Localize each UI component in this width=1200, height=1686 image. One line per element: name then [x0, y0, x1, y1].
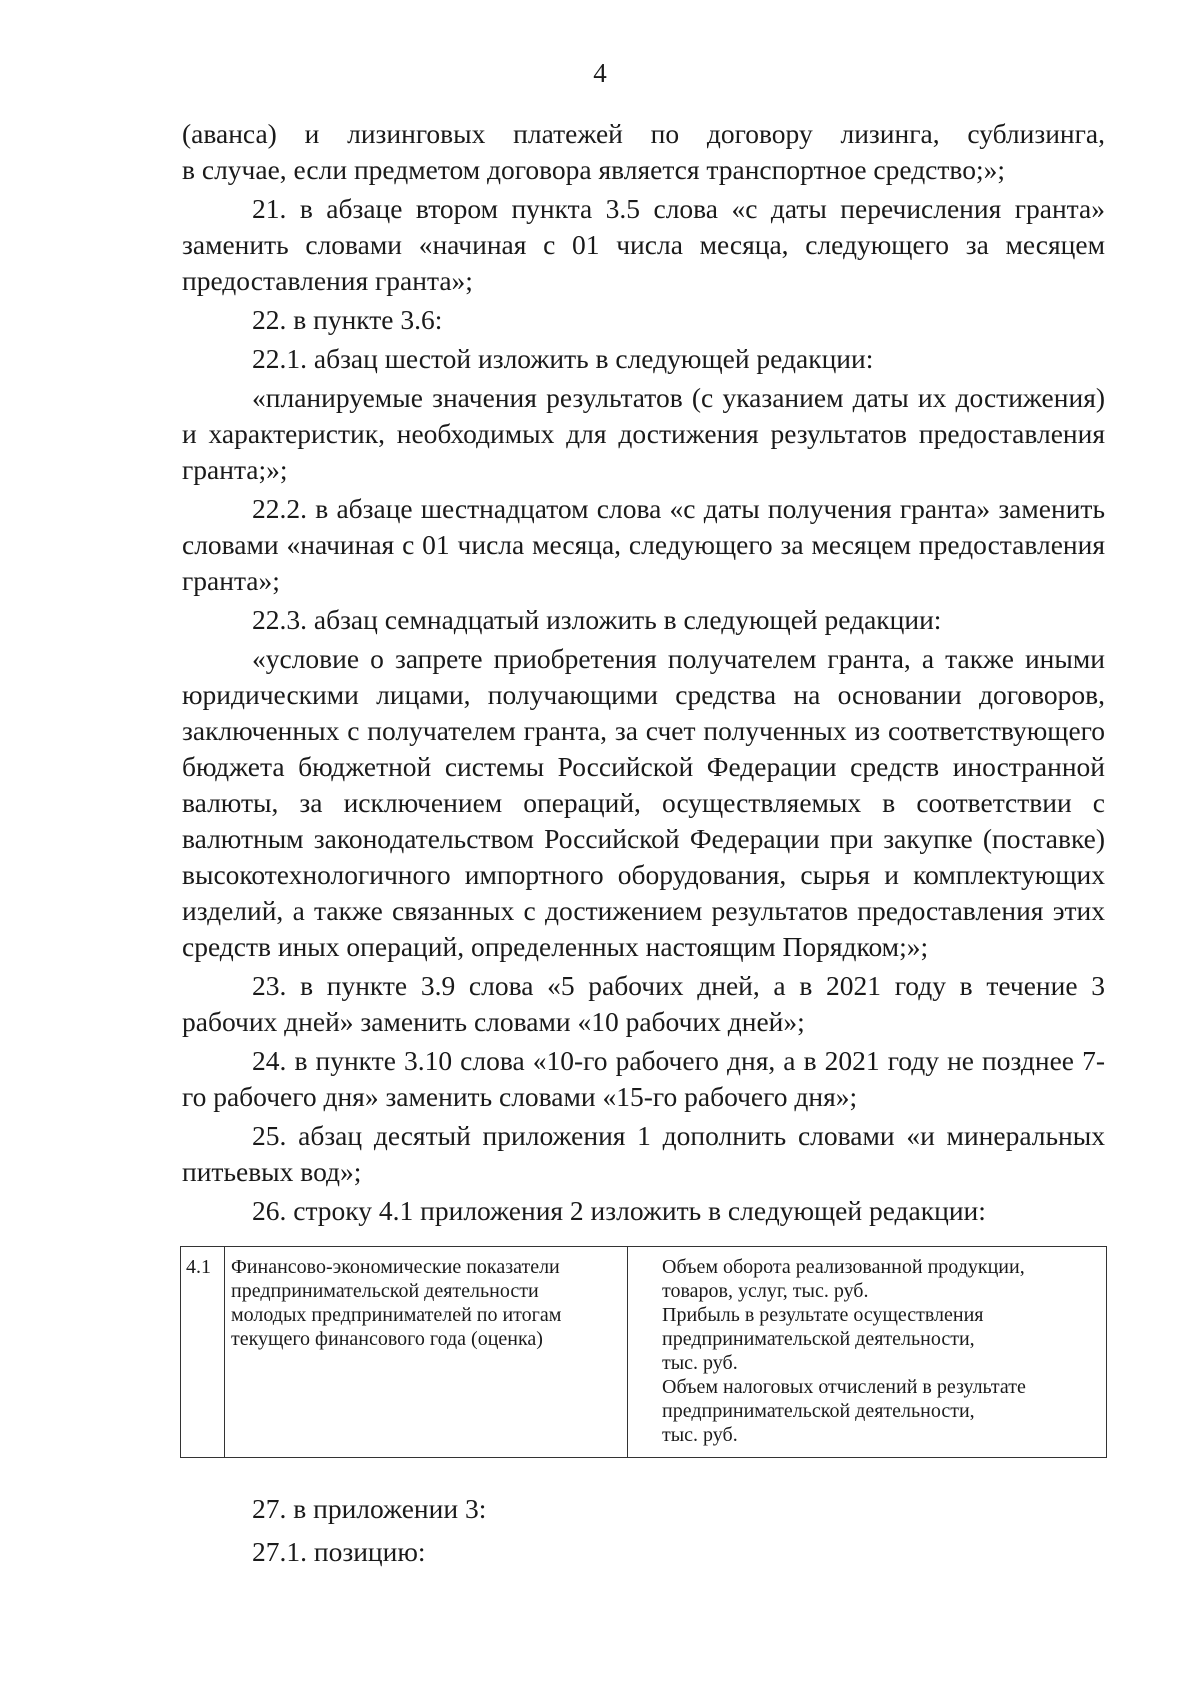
table-cell-indicators	[628, 1247, 1107, 1458]
paragraph-item-27: 27. в приложении 3:	[252, 1493, 487, 1524]
paragraph-item-22: 22. в пункте 3.6:	[252, 304, 443, 335]
table-indicator-line: предпринимательской деятельности,	[662, 1328, 975, 1350]
table-indicator-line: Прибыль в результате осуществления	[662, 1304, 984, 1326]
paragraph-quote-planned-values: «планируемые значения результатов (с указанием даты их достижения) и характеристик, необходимых для достижения результатов предоставления гранта;»;	[182, 382, 1105, 485]
page-number: 4	[593, 58, 607, 88]
table-indicator-line: тыс. руб.	[662, 1352, 738, 1374]
table-indicator-line: предпринимательской деятельности,	[662, 1400, 975, 1422]
paragraph-continuation-line-2: в случае, если предметом договора является транспортное средство;»;	[182, 154, 1005, 185]
document-body	[182, 116, 1105, 1229]
paragraph-item-25: 25. абзац десятый приложения 1 дополнить словами «и минеральных питьевых вод»;	[182, 1120, 1105, 1187]
table-row	[181, 1247, 1107, 1458]
paragraph-item-22-1: 22.1. абзац шестой изложить в следующей редакции:	[252, 343, 874, 374]
paragraph-item-22-3: 22.3. абзац семнадцатый изложить в следующей редакции:	[252, 604, 942, 635]
table-indicator-line: товаров, услуг, тыс. руб.	[662, 1280, 869, 1302]
table-cell-row-number: 4.1	[181, 1247, 225, 1458]
amendment-table	[180, 1246, 1107, 1458]
paragraph-item-27-1: 27.1. позицию:	[252, 1536, 426, 1567]
table-indicator-line: Объем оборота реализованной продукции,	[662, 1256, 1025, 1278]
table-name-line: молодых предпринимателей по итогам	[231, 1304, 562, 1326]
table-name-line: предпринимательской деятельности	[231, 1280, 539, 1302]
paragraph-item-26: 26. строку 4.1 приложения 2 изложить в следующей редакции:	[252, 1195, 986, 1226]
paragraph-item-24: 24. в пункте 3.10 слова «10-го рабочего дня, а в 2021 году не позднее 7-го рабочего дня» заменить словами «15-го рабочего дня»;	[182, 1045, 1105, 1112]
paragraph-item-23: 23. в пункте 3.9 слова «5 рабочих дней, а в 2021 году в течение 3 рабочих дней» заменить словами «10 рабочих дней»;	[182, 970, 1105, 1037]
paragraph-item-21: 21. в абзаце втором пункта 3.5 слова «с даты перечисления гранта» заменить словами «начиная с 01 числа месяца, следующего за месяцем предоставления гранта»;	[182, 193, 1105, 296]
table-name-line: Финансово-экономические показатели	[231, 1256, 560, 1278]
paragraph-continuation-line-1: (аванса) и лизинговых платежей по договору лизинга, сублизинга,	[182, 118, 1105, 149]
paragraph-quote-currency-ban: «условие о запрете приобретения получателем гранта, а также иными юридическими лицами, получающими средства на основании договоров, заключенных с получателем гранта, за счет полученных из соответствующего бюджета бюджетной системы Российской Федерации средств иностранной валюты, за исключением операций, осуществляемых в соответствии с валютным законодательством Российской Федерации при закупке (поставке) высокотехнологичного импортного оборудования, сырья и комплектующих изделий, а также связанных с достижением результатов предоставления этих средств иных операций, определенных настоящим Порядком;»;	[182, 643, 1105, 962]
table-name-line: текущего финансового года (оценка)	[231, 1328, 543, 1350]
table-cell-indicator-name	[225, 1247, 628, 1458]
table-indicator-line: Объем налоговых отчислений в результате	[662, 1376, 1026, 1398]
paragraph-item-22-2: 22.2. в абзаце шестнадцатом слова «с даты получения гранта» заменить словами «начиная с 01 числа месяца, следующего за месяцем предоставления гранта»;	[182, 493, 1105, 596]
table-indicator-line: тыс. руб.	[662, 1424, 738, 1446]
